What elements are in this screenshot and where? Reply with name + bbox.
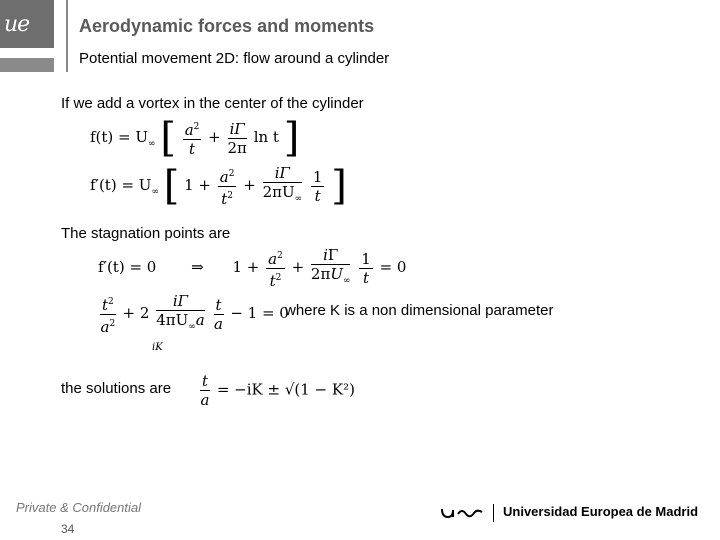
eq2-t-den: t: [314, 186, 321, 205]
slide-subtitle: Potential movement 2D: flow around a cylinder: [79, 50, 390, 67]
eq2-one-num: 1: [312, 167, 323, 186]
where-note: where K is a non dimensional parameter: [285, 302, 554, 319]
page-number: 34: [61, 522, 75, 536]
footer-divider: [493, 504, 494, 522]
confidential-label: Private & Confidential: [16, 500, 142, 515]
university-logo-icon: [440, 506, 484, 520]
eq4-a: a: [100, 317, 110, 336]
equation-derivative: $f'(t) = U_\infty$ [ 1 + $\frac{a^2}{t^2}$ + $\frac{i\Gamma}{2\pi U_\infty}$ $\frac{1}{t}$ ]: [90, 163, 347, 209]
eq4-t: t: [102, 295, 109, 314]
eq2-lhs: f′(t) = U: [90, 176, 152, 194]
solutions-label: the solutions are: [61, 380, 172, 397]
eq1-ln: ln t: [253, 128, 279, 146]
eq1-a: a: [184, 121, 194, 139]
equation-complex-potential: $f(t) = U_\infty$ [ $\frac{a^2}{t}$ + $\frac{i\Gamma}{2\pi}$ ln t ]: [90, 115, 300, 161]
eq4-t-num: t: [215, 295, 222, 314]
eq2-t: t: [221, 189, 228, 208]
eq3-lhs: f′(t) = 0: [98, 258, 157, 276]
eq4-igamma: iΓ: [172, 292, 189, 310]
eq5-a: a: [200, 391, 210, 409]
eq2-igamma: iΓ: [274, 164, 290, 182]
eq4-tail: − 1 = 0: [230, 304, 289, 322]
eq1-lhs: f(t) = U: [90, 128, 149, 146]
eq5-rhs: = −iK ± √(1 − K²): [216, 380, 355, 399]
header-divider: [66, 0, 68, 72]
eq2-a: a: [219, 167, 229, 186]
eq1-igamma: iΓ: [229, 119, 245, 138]
logo-mark: ue: [4, 12, 30, 37]
eq2-twopiu: 2πU: [262, 183, 295, 201]
eq3-implies: ⇒: [191, 258, 204, 276]
eq4-ik-label: [152, 342, 163, 353]
equation-stagnation: f′(t) = 0 ⇒ 1 + $\frac{a^2}{t^2}$ + $\frac{i\Gamma}{2\pi U_\infty}$ $\frac{1}{t}$ = 0: [98, 246, 407, 290]
intro-text: If we add a vortex in the center of the cylinder: [61, 95, 364, 112]
equation-quadratic: $\frac{t^2}{a^2}$ + 2 $\frac{i\Gamma}{4\pi U_\infty a}$ $\frac{t}{a}$ − 1 = 0: [100, 292, 289, 336]
eq5-t: t: [202, 372, 209, 390]
eq4-a-den: a: [214, 314, 223, 333]
logo-block: [0, 0, 54, 58]
eq2-one: 1: [184, 176, 194, 194]
eq4-two: + 2: [122, 304, 150, 322]
stagnation-label: The stagnation points are: [61, 225, 231, 242]
eq1-twopi: 2π: [227, 138, 247, 157]
eq1-t: t: [189, 140, 196, 158]
logo-bar: [0, 58, 54, 72]
eq4-fourpi: 4πU: [156, 311, 189, 329]
eq3-rest: = 0: [379, 258, 407, 276]
equation-solutions: [198, 372, 355, 409]
university-name: Universidad Europea de Madrid: [503, 504, 699, 519]
eq4-ik: iK: [152, 342, 163, 353]
slide-title: Aerodynamic forces and moments: [79, 16, 375, 36]
